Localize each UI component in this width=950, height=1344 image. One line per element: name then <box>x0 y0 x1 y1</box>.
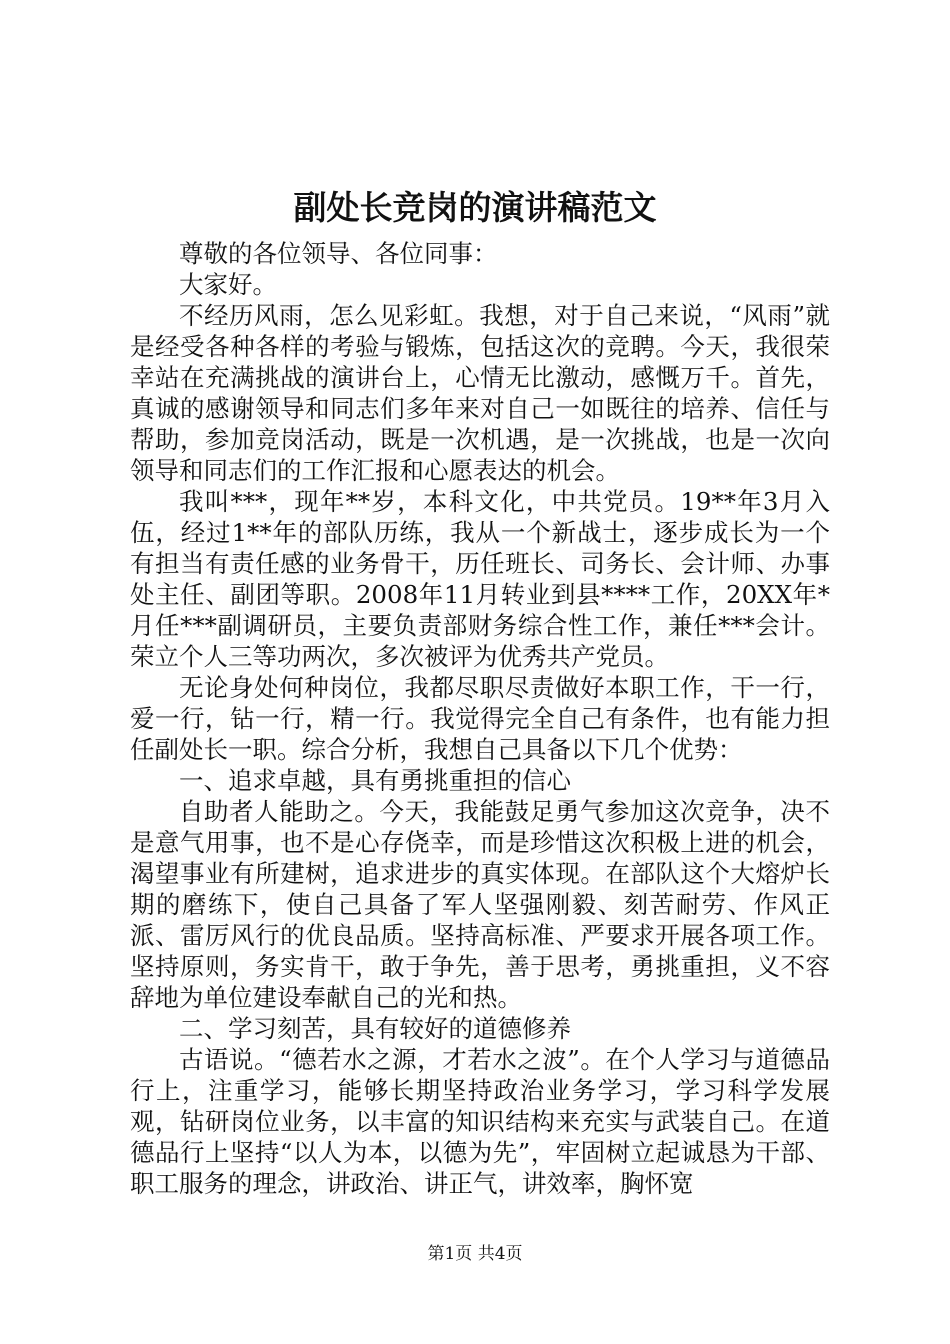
section-heading-1: 一、追求卓越，具有勇挑重担的信心 <box>179 766 571 795</box>
document-title: 副处长竞岗的演讲稿范文 <box>293 188 657 227</box>
salutation: 尊敬的各位领导、各位同事： <box>179 239 498 268</box>
paragraph-introduction: 我叫***，现年**岁，本科文化，中共党员。19**年3月入伍，经过1**年的部队历练，我从一个新战士，逐步成长为一个有担当有责任感的业务骨干，历任班长、司务长、会计师、办事处主任、副团等职。2008年11月转业到县****工作，20XX年*月任***副调研员，主要负责部财务综合性工作，兼任***会计。荣立个人三等功两次，多次被评为优秀共产党员。 <box>130 487 830 671</box>
section-heading-2: 二、学习刻苦，具有较好的道德修养 <box>179 1014 571 1043</box>
paragraph-advantages-intro: 无论身处何种岗位，我都尽职尽责做好本职工作，干一行，爱一行，钻一行，精一行。我觉得完全自己有条件，也有能力担任副处长一职。综合分析，我想自己具备以下几个优势： <box>130 673 830 764</box>
page-number-footer: 第1页 共4页 <box>427 1244 523 1264</box>
paragraph-section-1: 自助者人能助之。今天，我能鼓足勇气参加这次竞争，决不是意气用事，也不是心存侥幸，而是珍惜这次积极上进的机会，渴望事业有所建树，追求进步的真实体现。在部队这个大熔炉长期的磨练下，使自己具备了军人坚强刚毅、刻苦耐劳、作风正派、雷厉风行的优良品质。坚持高标准、严要求开展各项工作。坚持原则，务实肯干，敢于争先，善于思考，勇挑重担，义不容辞地为单位建设奉献自己的光和热。 <box>130 797 830 1012</box>
paragraph-section-2: 古语说。“德若水之源，才若水之波”。在个人学习与道德品行上，注重学习，能够长期坚持政治业务学习，学习科学发展观，钻研岗位业务，以丰富的知识结构来充实与武装自己。在道德品行上坚持“以人为本，以德为先”，牢固树立起诚恳为干部、职工服务的理念，讲政治、讲正气，讲效率，胸怀宽 <box>130 1045 830 1198</box>
paragraph-opening: 不经历风雨，怎么见彩虹。我想，对于自己来说，“风雨”就是经受各种各样的考验与锻炼，包括这次的竞聘。今天，我很荣幸站在充满挑战的演讲台上，心情无比激动，感慨万千。首先，真诚的感谢领导和同志们多年来对自己一如既往的培养、信任与帮助，参加竞岗活动，既是一次机遇，是一次挑战，也是一次向领导和同志们的工作汇报和心愿表达的机会。 <box>130 301 830 485</box>
document-body <box>130 238 830 1199</box>
greeting: 大家好。 <box>179 270 277 299</box>
